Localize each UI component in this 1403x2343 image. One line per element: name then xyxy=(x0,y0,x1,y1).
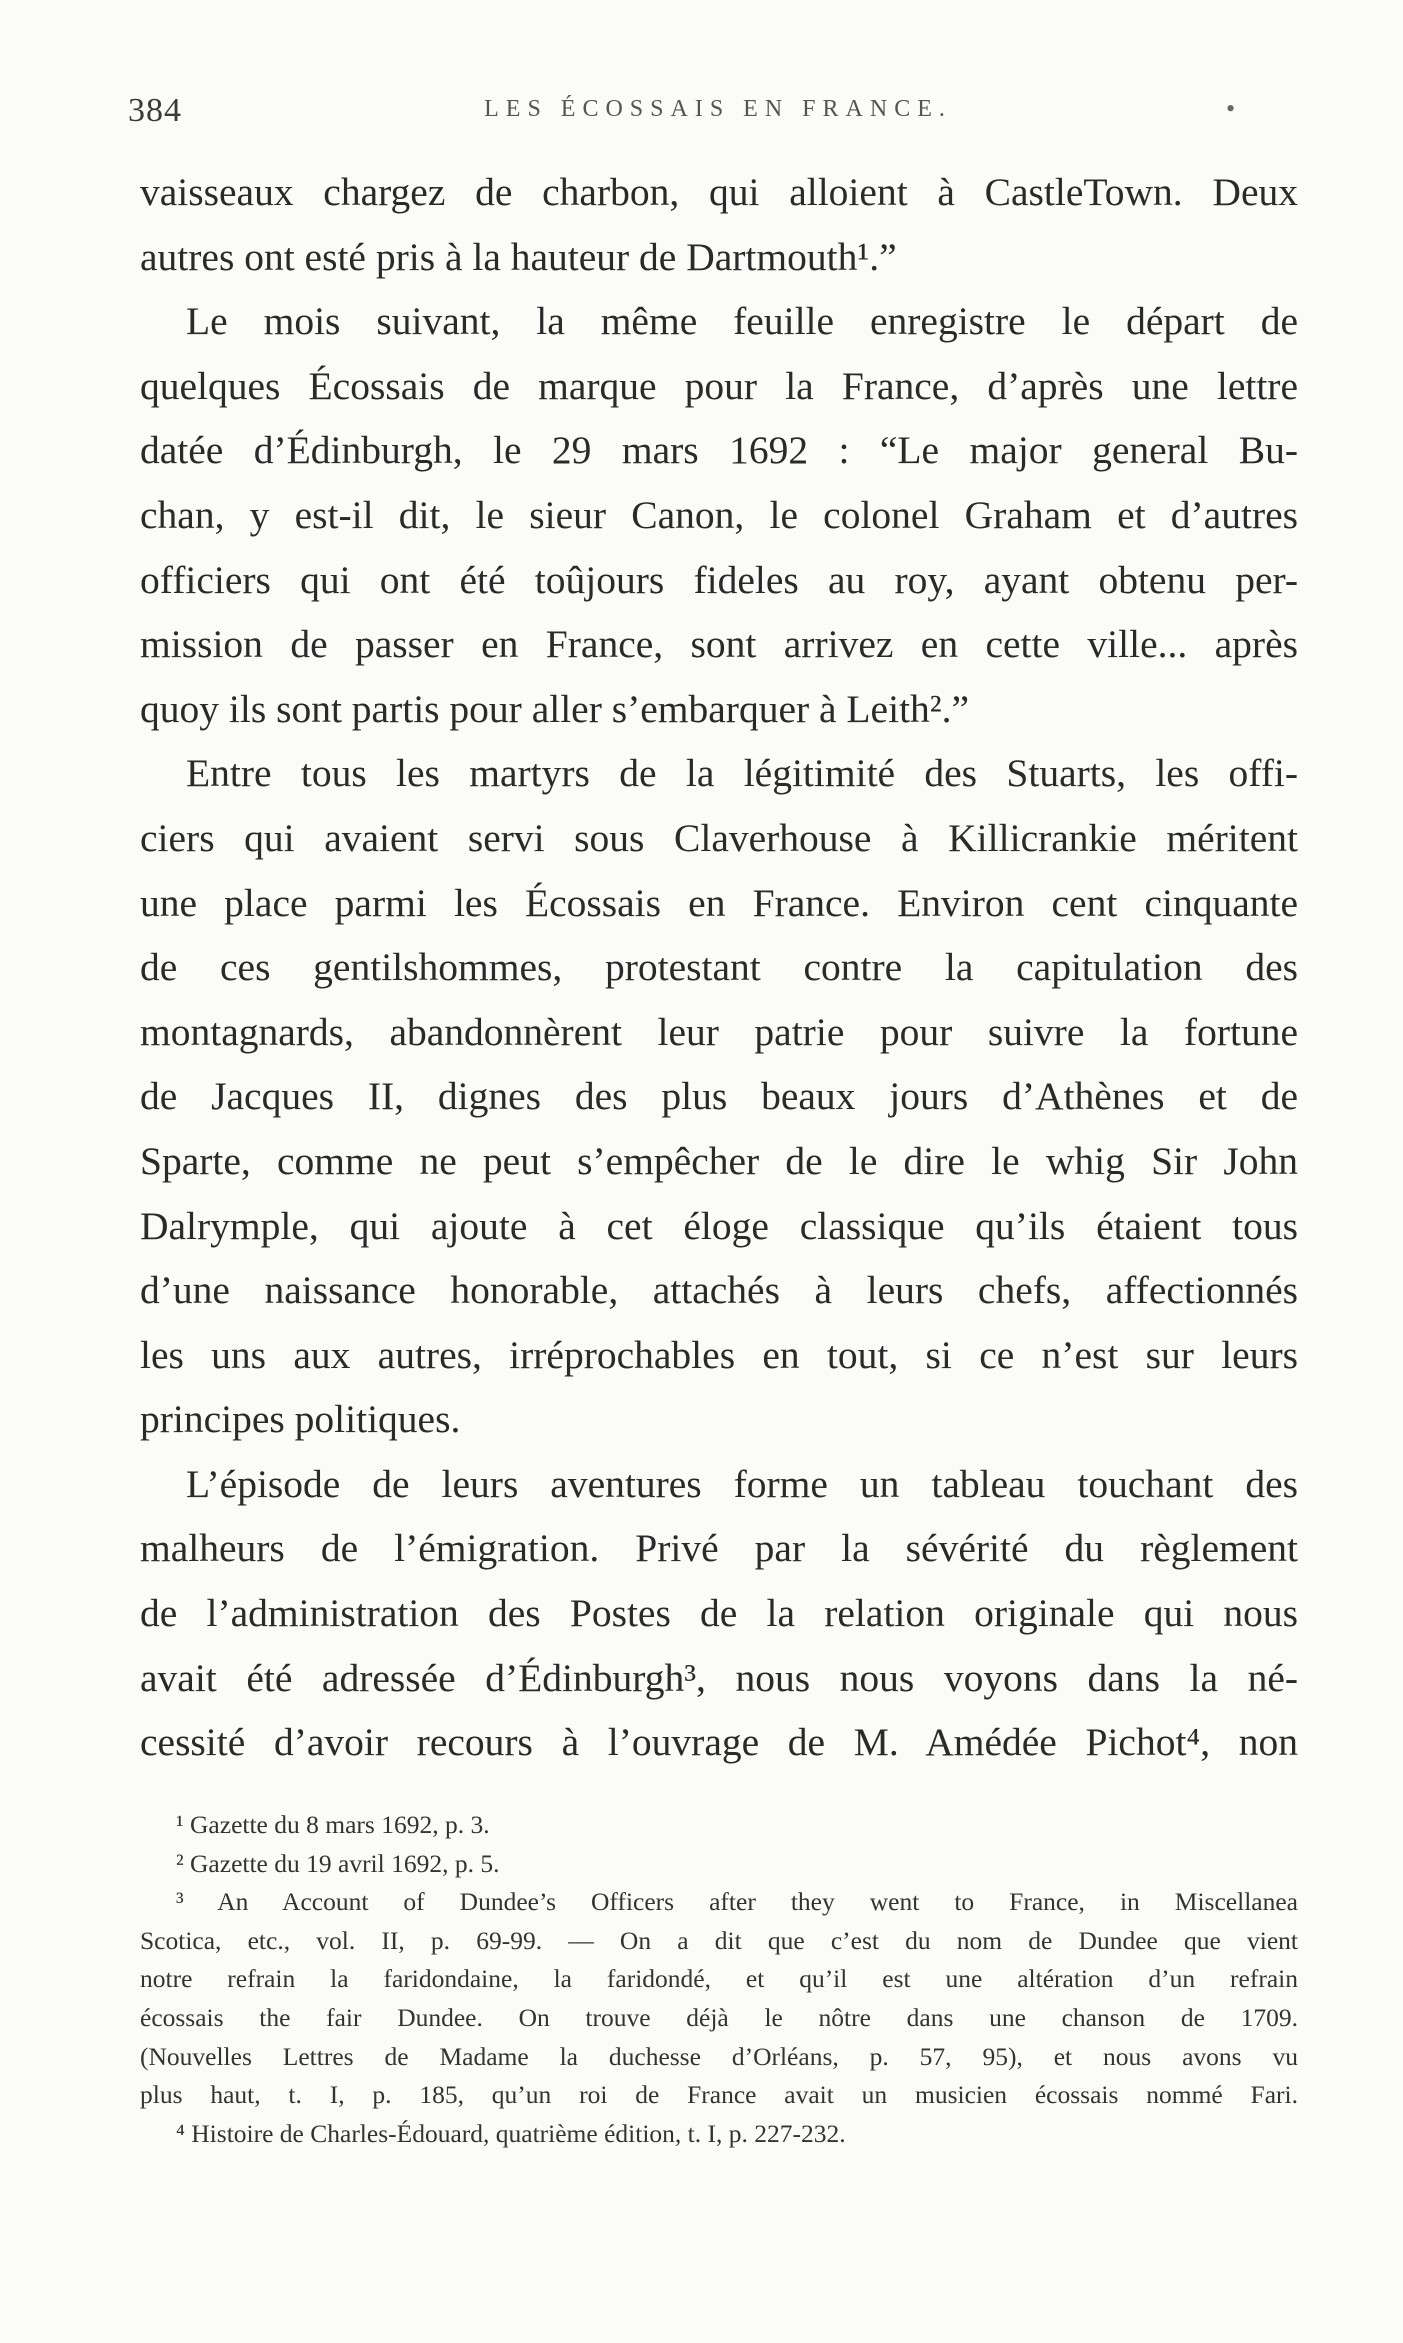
text-line: de Jacques II, dignes des plus beaux jours d’Athènes et de xyxy=(140,1074,1298,1119)
footnote-line: ² Gazette du 19 avril 1692, p. 5. xyxy=(176,1848,500,1878)
text-line: datée d’Édinburgh, le 29 mars 1692 : “Le major general Bu- xyxy=(140,428,1298,473)
text-line: Entre tous les martyrs de la légitimité des Stuarts, les offi- xyxy=(186,751,1298,796)
text-line: malheurs de l’émigration. Privé par la sévérité du règlement xyxy=(140,1526,1298,1571)
text-line: ciers qui avaient servi sous Claverhouse à Killicrankie méritent xyxy=(140,815,1298,860)
footnote-line: ³ An Account of Dundee’s Officers after they went to France, in Miscellanea xyxy=(176,1887,1298,1917)
text-line: de l’administration des Postes de la relation originale qui nous xyxy=(140,1591,1298,1636)
text-line: autres ont esté pris à la hauteur de Dartmouth¹.” xyxy=(140,234,897,279)
footnote-line: ¹ Gazette du 8 mars 1692, p. 3. xyxy=(176,1810,490,1839)
text-line: Le mois suivant, la même feuille enregistre le départ de xyxy=(186,299,1298,344)
footnote-line: notre refrain la faridondaine, la faridondé, et qu’il est une altération d’un refrain xyxy=(140,1964,1298,1994)
text-line: quelques Écossais de marque pour la France, d’après une lettre xyxy=(140,363,1298,408)
running-title: LES ÉCOSSAIS EN FRANCE. xyxy=(484,96,952,122)
footnotes xyxy=(140,1806,1298,2153)
text-line: vaisseaux chargez de charbon, qui alloient à CastleTown. Deux xyxy=(140,170,1298,214)
footnote-line: Scotica, etc., vol. II, p. 69-99. — On a dit que c’est du nom de Dundee que vient xyxy=(140,1925,1298,1955)
footnote-line: plus haut, t. I, p. 185, qu’un roi de France avait un musicien écossais nommé Fari. xyxy=(140,2080,1298,2110)
text-line: Dalrymple, qui ajoute à cet éloge classique qu’ils étaient tous xyxy=(140,1203,1298,1248)
text-line: chan, y est-il dit, le sieur Canon, le colonel Graham et d’autres xyxy=(140,492,1298,537)
text-line: principes politiques. xyxy=(140,1397,461,1442)
footnote-line: ⁴ Histoire de Charles-Édouard, quatrième édition, t. I, p. 227-232. xyxy=(176,2118,846,2148)
text-line: Sparte, comme ne peut s’empêcher de le dire le whig Sir John xyxy=(140,1138,1298,1183)
text-line: une place parmi les Écossais en France. Environ cent cinquante xyxy=(140,880,1298,925)
text-line: de ces gentilshommes, protestant contre la capitulation des xyxy=(140,945,1298,990)
text-line: cessité d’avoir recours à l’ouvrage de M. Amédée Pichot⁴, non xyxy=(140,1720,1298,1765)
footnote-line: (Nouvelles Lettres de Madame la duchesse d’Orléans, p. 57, 95), et nous avons vu xyxy=(140,2041,1298,2071)
text-line: quoy ils sont partis pour aller s’embarquer à Leith².” xyxy=(140,686,970,731)
page-header xyxy=(128,92,1308,132)
text-line: officiers qui ont été toûjours fideles au roy, ayant obtenu per- xyxy=(140,557,1298,602)
text-line: les uns aux autres, irréprochables en tout, si ce n’est sur leurs xyxy=(140,1332,1298,1377)
text-line: mission de passer en France, sont arrivez en cette ville... après xyxy=(140,622,1298,667)
main-text xyxy=(140,160,1298,1775)
footnote-line: écossais the fair Dundee. On trouve déjà le nôtre dans une chanson de 1709. xyxy=(140,2002,1298,2032)
page-number: 384 xyxy=(128,92,182,129)
text-line: avait été adressée d’Édinburgh³, nous nous voyons dans la né- xyxy=(140,1655,1298,1700)
text-line: d’une naissance honorable, attachés à leurs chefs, affectionnés xyxy=(140,1268,1298,1313)
header-mark: • xyxy=(1226,94,1236,123)
text-line: montagnards, abandonnèrent leur patrie pour suivre la fortune xyxy=(140,1009,1298,1054)
text-line: L’épisode de leurs aventures forme un tableau touchant des xyxy=(186,1461,1298,1506)
